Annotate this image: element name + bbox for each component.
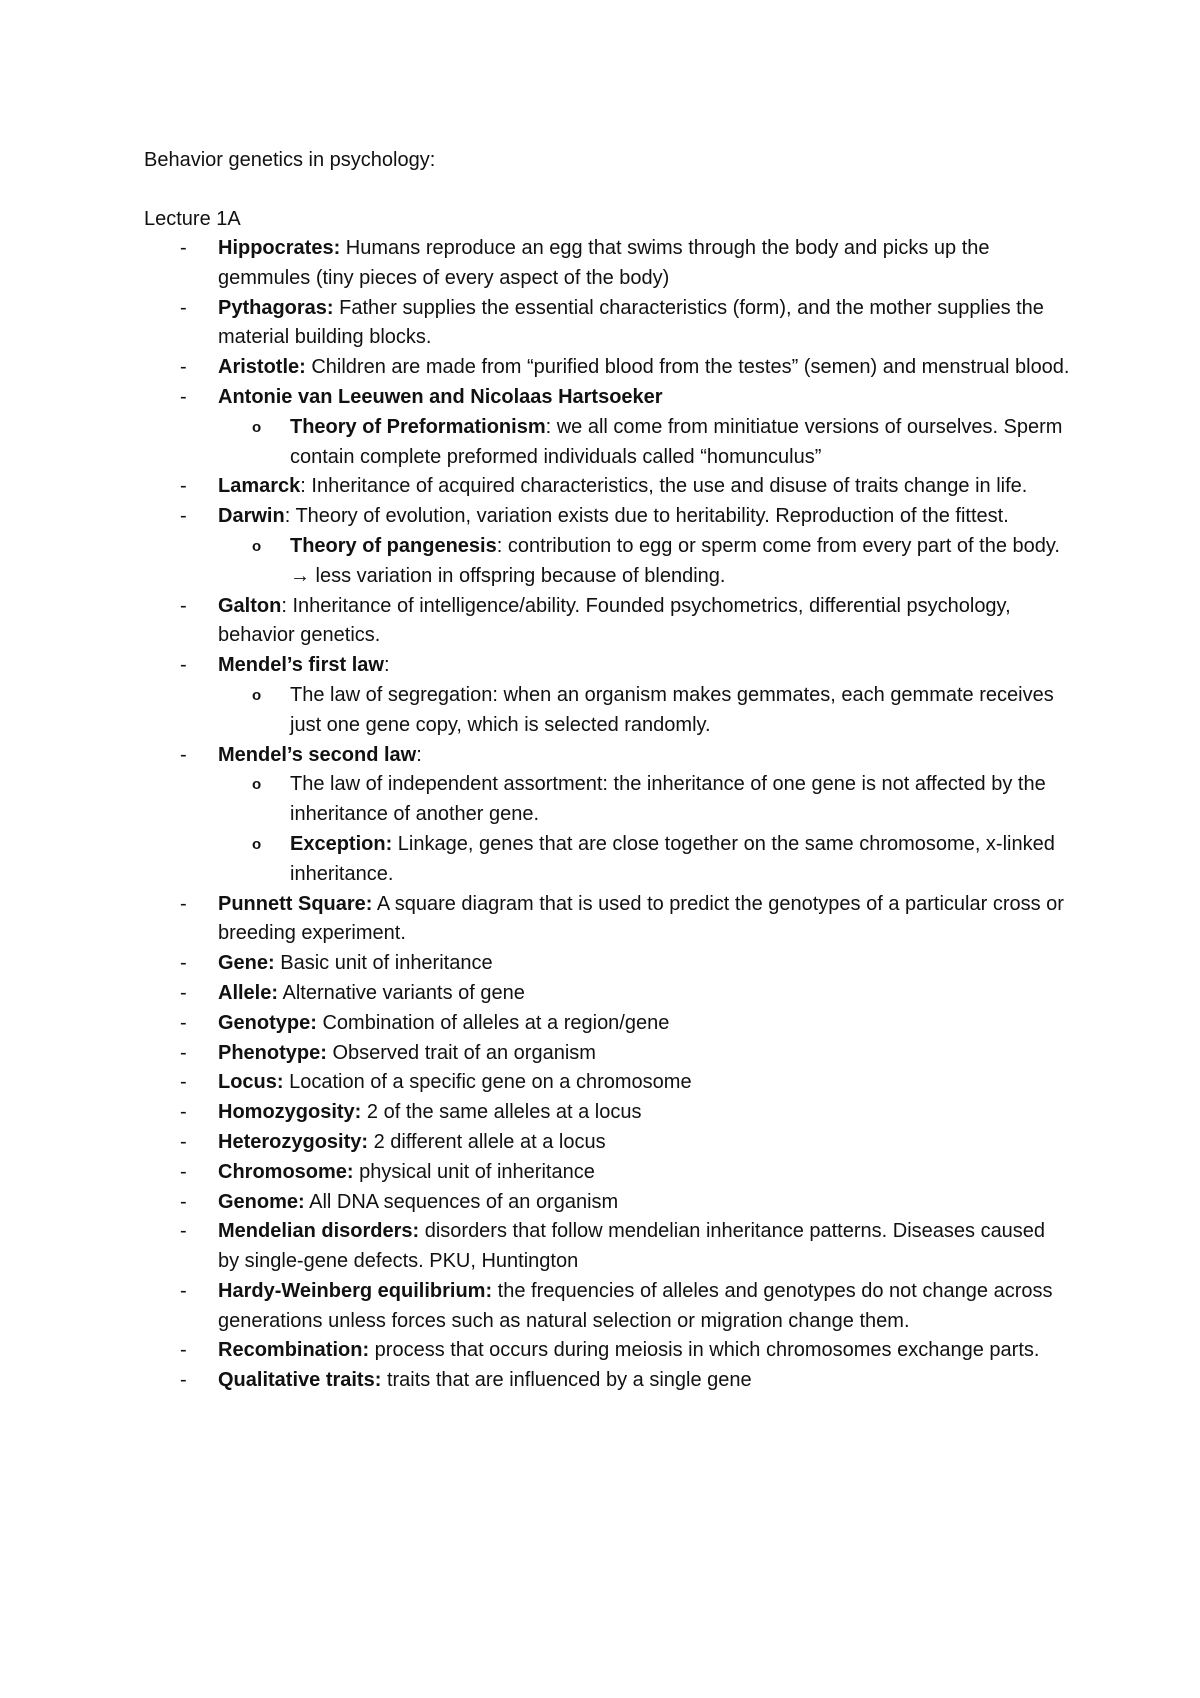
list-item: [0, 1039, 1200, 1069]
item-term: Genome:: [218, 1190, 305, 1213]
list-item: [0, 383, 1200, 472]
list-item: [0, 294, 1200, 354]
item-term: Mendel’s second law: [218, 743, 417, 766]
bullet-dash: -: [180, 594, 187, 617]
bullet-dash: -: [180, 1190, 187, 1213]
list-item: [0, 1128, 1200, 1158]
list-item: [0, 1009, 1200, 1039]
sub-list: [218, 413, 1070, 473]
item-term: Lamarck: [218, 475, 301, 498]
list-item: [0, 353, 1200, 383]
sub-bullet-circle: o: [252, 418, 262, 436]
item-text: Father supplies the essential characteristics (form), and the mother supplies the material building blocks.: [218, 296, 1044, 349]
list-item: [0, 651, 1200, 740]
item-text: A square diagram that is used to predict the genotypes of a particular cross or breeding experiment.: [218, 892, 1064, 945]
item-text: Children are made from “purified blood from the testes” (semen) and menstrual blood.: [305, 356, 1070, 379]
bullet-dash: -: [180, 475, 187, 498]
list-item: [0, 949, 1200, 979]
item-text: Humans reproduce an egg that swims through the body and picks up the gemmules (tiny pieces of every aspect of the body): [218, 237, 990, 289]
sub-list: [218, 681, 1070, 741]
list-item: [0, 1098, 1200, 1128]
list-item: [0, 472, 1200, 502]
item-term: Hippocrates:: [218, 237, 341, 259]
item-term: Chromosome:: [218, 1160, 354, 1183]
item-text: process that occurs during meiosis in which chromosomes exchange parts.: [369, 1339, 1040, 1362]
item-term: Galton: [218, 594, 282, 617]
list-item: [0, 1336, 1200, 1366]
bullet-dash: -: [180, 1041, 187, 1064]
list-item: [0, 502, 1200, 591]
bullet-dash: -: [180, 1071, 187, 1094]
item-text: Observed trait of an organism: [326, 1041, 596, 1064]
bullet-dash: -: [180, 356, 187, 379]
sub-item-text: : contribution to egg or sperm come from every part of the body. → less variation in offspring because of blending.: [290, 534, 1060, 587]
bullet-dash: -: [180, 892, 187, 915]
sub-bullet-circle: o: [252, 776, 262, 794]
item-text: : Inheritance of intelligence/ability. Founded psychometrics, differential psychology, behavior genetics.: [218, 594, 1011, 647]
item-text: :: [416, 743, 422, 766]
list-item: [0, 1366, 1200, 1396]
bullet-dash: -: [180, 743, 187, 766]
list-item: [0, 1277, 1200, 1337]
list-item: [0, 741, 1200, 890]
item-term: Pythagoras:: [218, 296, 334, 319]
document-title: Behavior genetics in psychology:: [144, 149, 436, 171]
list-item: [0, 592, 1200, 652]
bullet-dash: -: [180, 385, 187, 408]
sub-list-item: [252, 413, 1070, 473]
list-item: [0, 1217, 1200, 1277]
item-term: Darwin: [218, 505, 285, 528]
item-text: : Theory of evolution, variation exists due to heritability. Reproduction of the fittest.: [284, 505, 1009, 528]
sub-item-term: Exception:: [290, 832, 393, 855]
bullet-dash: -: [180, 1160, 187, 1183]
sub-bullet-circle: o: [252, 835, 262, 853]
item-term: Qualitative traits:: [218, 1369, 382, 1392]
bullet-dash: -: [180, 296, 187, 319]
bullet-dash: -: [180, 1279, 187, 1302]
item-text: disorders that follow mendelian inheritance patterns. Diseases caused by single-gene defects. PKU, Huntington: [218, 1220, 1046, 1273]
sub-list: [218, 770, 1070, 889]
item-term: Mendelian disorders:: [218, 1220, 420, 1243]
item-text: : Inheritance of acquired characteristics, the use and disuse of traits change in life.: [300, 475, 1028, 498]
sub-bullet-circle: o: [252, 686, 262, 704]
item-term: Punnett Square:: [218, 892, 373, 915]
item-text: Alternative variants of gene: [278, 981, 525, 1004]
list-item: [0, 234, 1200, 294]
bullet-dash: -: [180, 1339, 187, 1362]
bullet-dash: -: [180, 1220, 187, 1243]
sub-list-item: [252, 681, 1070, 741]
item-term: Antonie van Leeuwen and Nicolaas Hartsoeker: [218, 385, 663, 408]
sub-list: [218, 532, 1070, 592]
bullet-dash: -: [180, 1369, 187, 1392]
bullet-dash: -: [180, 237, 187, 259]
item-text: :: [383, 654, 390, 677]
sub-list-item: [252, 770, 1070, 830]
bullet-dash: -: [180, 1130, 187, 1153]
item-term: Hardy-Weinberg equilibrium:: [218, 1279, 493, 1302]
item-text: physical unit of inheritance: [353, 1160, 595, 1183]
item-term: Allele:: [218, 981, 279, 1004]
sub-item-text: : we all come from minitiatue versions of ourselves. Sperm contain complete preformed individuals called “homunculus”: [290, 415, 1063, 468]
sub-list-item: [252, 830, 1070, 890]
item-text: the frequencies of alleles and genotypes do not change across generations unless forces such as natural selection or migration change them.: [218, 1279, 1053, 1332]
bullet-dash: -: [180, 1101, 187, 1124]
item-text: All DNA sequences of an organism: [304, 1190, 619, 1213]
list-item: [0, 1158, 1200, 1188]
item-text: 2 of the same alleles at a locus: [361, 1101, 642, 1124]
sub-item-text: Linkage, genes that are close together on the same chromosome, x-linked inheritance.: [290, 832, 1055, 885]
item-text: Combination of alleles at a region/gene: [316, 1011, 670, 1034]
bullet-dash: -: [180, 1011, 187, 1034]
list-item: [0, 1188, 1200, 1218]
sub-list-item: [252, 532, 1070, 592]
item-term: Recombination:: [218, 1339, 370, 1362]
item-text: 2 different allele at a locus: [368, 1130, 606, 1153]
item-term: Heterozygosity:: [218, 1130, 369, 1153]
item-term: Gene:: [218, 952, 275, 975]
bullet-dash: -: [180, 981, 187, 1004]
item-term: Genotype:: [218, 1011, 317, 1034]
sub-item-term: Theory of pangenesis: [290, 534, 497, 557]
bullet-dash: -: [180, 952, 187, 975]
notes-list: [0, 234, 1200, 1396]
sub-bullet-circle: o: [252, 537, 262, 555]
sub-item-text: The law of segregation: when an organism makes gemmates, each gemmate receives just one gene copy, which is selected randomly.: [290, 683, 1054, 736]
sub-item-text: The law of independent assortment: the inheritance of one gene is not affected by the inheritance of another gene.: [290, 773, 1046, 826]
item-term: Aristotle:: [218, 356, 306, 379]
bullet-dash: -: [180, 505, 187, 528]
item-term: Phenotype:: [218, 1041, 327, 1064]
item-term: Locus:: [218, 1071, 284, 1094]
bullet-dash: -: [180, 654, 187, 677]
list-item: [0, 979, 1200, 1009]
item-term: Homozygosity:: [218, 1101, 362, 1124]
item-text: Location of a specific gene on a chromosome: [283, 1071, 692, 1094]
sub-item-term: Theory of Preformationism: [290, 415, 546, 438]
list-item: [0, 890, 1200, 950]
list-item: [0, 1068, 1200, 1098]
item-text: traits that are influenced by a single gene: [381, 1369, 752, 1392]
section-heading: Lecture 1A: [144, 208, 241, 230]
item-text: Basic unit of inheritance: [274, 952, 493, 975]
item-term: Mendel’s first law: [218, 654, 384, 677]
